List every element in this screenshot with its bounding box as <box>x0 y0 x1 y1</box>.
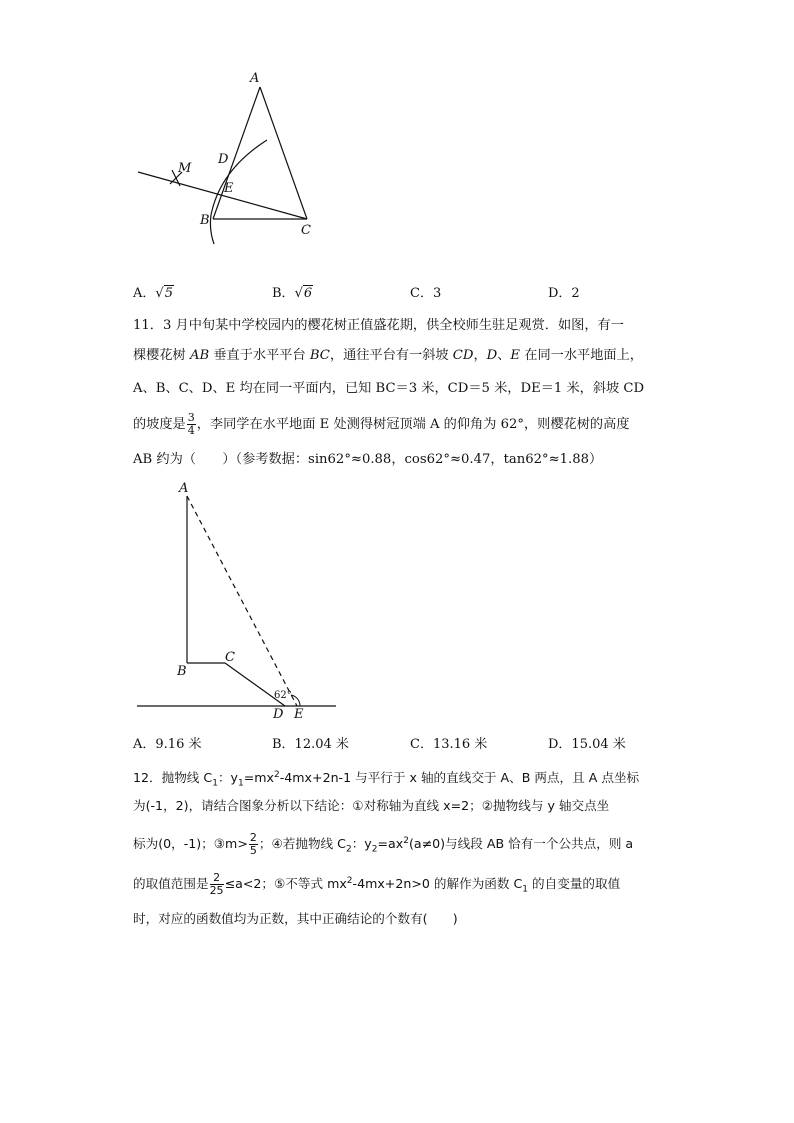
q11-option-c[interactable]: C．13.16 米 <box>410 737 488 752</box>
fraction-two-twentyfifths <box>210 872 224 897</box>
fraction-numerator: 2 <box>249 831 257 845</box>
var-D: D <box>486 348 498 363</box>
q12-text: 12．抛物线 C <box>133 770 213 786</box>
q10-option-b-prefix: B． <box>272 286 295 301</box>
q10-option-a-radicand: 5 <box>164 286 173 301</box>
q12-text: -4mx+2n>0 的解作为函数 C <box>352 876 523 892</box>
figure-triangle-construction <box>130 66 330 246</box>
var-AB: AB <box>189 348 210 363</box>
q11-text: ，李同学在水平地面 E 处测得树冠顶端 A 的仰角为 62°，则樱花树的高度 <box>196 417 630 432</box>
label-E: E <box>294 707 304 722</box>
subscript: 2 <box>345 844 352 855</box>
label-M: M <box>178 161 192 176</box>
fraction-two-fifths <box>249 832 258 857</box>
figure-cherry-tree-slope <box>130 480 340 720</box>
sqrt-symbol: √6 <box>294 286 313 301</box>
q10-option-b-radicand: 6 <box>303 286 313 301</box>
q11-option-b[interactable]: B．12.04 米 <box>272 737 349 752</box>
q12-text: 的取值范围是 <box>133 876 209 892</box>
q11-text: ， <box>473 348 487 363</box>
superscript: 2 <box>274 770 280 780</box>
q12-line-2: 为(-1，2)，请结合图象分析以下结论：①对称轴为直线 x=2；②抛物线与 y 轴交点坐 <box>133 798 610 813</box>
q11-text: ，通往平台有一斜坡 <box>329 348 453 363</box>
label-D: D <box>218 152 229 167</box>
sqrt-symbol: √5 <box>155 286 173 301</box>
q11-option-a[interactable]: A．9.16 米 <box>133 737 202 752</box>
label-A: A <box>250 71 260 86</box>
segment-AC <box>260 87 307 219</box>
q11-line-1: 11．3 月中旬某中学校园内的樱花树正值盛花期，供全校师生驻足观赏．如图，有一 <box>133 318 624 333</box>
subscript: 1 <box>522 884 529 895</box>
q12-text: =ax <box>377 836 404 852</box>
q11-line-3: A、B、C、D、E 均在同一平面内，已知 BC＝3 米，CD＝5 米，DE＝1 米，斜坡 CD <box>133 381 645 396</box>
q12-line-5: 时，对应的函数值均为正数，其中正确结论的个数有( ) <box>133 911 458 926</box>
q12-text: ≤a<2；⑤不等式 mx <box>224 876 347 892</box>
fraction-denominator: 25 <box>209 884 224 898</box>
q11-text: 垂直于水平平台 <box>209 348 310 363</box>
var-E: E <box>510 348 521 363</box>
q12-line-1 <box>133 765 639 794</box>
label-A: A <box>179 481 189 496</box>
q11-text: 棵樱花树 <box>133 348 190 363</box>
var-BC: BC <box>309 348 330 363</box>
superscript: 2 <box>403 836 409 846</box>
q12-text: ；④若抛物线 C <box>258 836 346 852</box>
label-C: C <box>225 650 235 665</box>
label-E: E <box>224 181 234 196</box>
label-B: B <box>200 213 210 228</box>
subscript: 1 <box>237 778 244 789</box>
q12-text: ：y <box>351 836 372 852</box>
superscript: 2 <box>346 876 353 886</box>
q11-line-2 <box>133 346 643 366</box>
q11-text: 在同一水平地面上， <box>520 348 643 363</box>
q12-text: -4mx+2n-1 与平行于 x 轴的直线交于 A、B 两点，且 A 点坐标 <box>279 770 640 786</box>
subscript: 2 <box>371 844 378 855</box>
q11-line-4 <box>133 412 629 437</box>
fraction-denominator: 4 <box>187 424 195 437</box>
q10-option-c[interactable]: C．3 <box>410 286 442 301</box>
q12-line-3 <box>133 831 633 860</box>
label-C: C <box>301 223 311 238</box>
q10-option-a[interactable] <box>133 282 174 301</box>
q12-text: 的自变量的取值 <box>528 876 621 892</box>
q10-option-a-prefix: A． <box>133 286 156 301</box>
q12-line-4 <box>133 871 620 900</box>
q12-text: 标为(0，-1)；③m> <box>133 836 248 852</box>
label-D: D <box>273 707 284 722</box>
label-B: B <box>177 664 187 679</box>
q11-option-d[interactable]: D．15.04 米 <box>548 737 626 752</box>
q11-text: 的坡度是 <box>133 417 186 432</box>
q11-line-5: AB 约为（ ）（参考数据：sin62°≈0.88，cos62°≈0.47，tan62°≈1.88） <box>133 452 603 467</box>
fraction-numerator: 2 <box>210 872 224 885</box>
fraction-numerator: 3 <box>187 411 195 424</box>
subscript: 1 <box>212 778 218 789</box>
q10-option-b[interactable] <box>272 282 313 301</box>
q10-option-d[interactable]: D．2 <box>548 286 580 301</box>
q12-text: =mx <box>243 770 274 786</box>
q11-text: 、 <box>497 348 511 363</box>
q12-text: (a≠0)与线段 AB 恰有一个公共点，则 a <box>408 836 634 852</box>
q12-text: ：y <box>217 770 238 786</box>
fraction-slope <box>187 412 196 437</box>
label-angle-62: 62° <box>274 690 292 701</box>
fraction-denominator: 5 <box>249 844 257 858</box>
line-MC <box>138 172 307 219</box>
var-CD: CD <box>452 348 474 363</box>
